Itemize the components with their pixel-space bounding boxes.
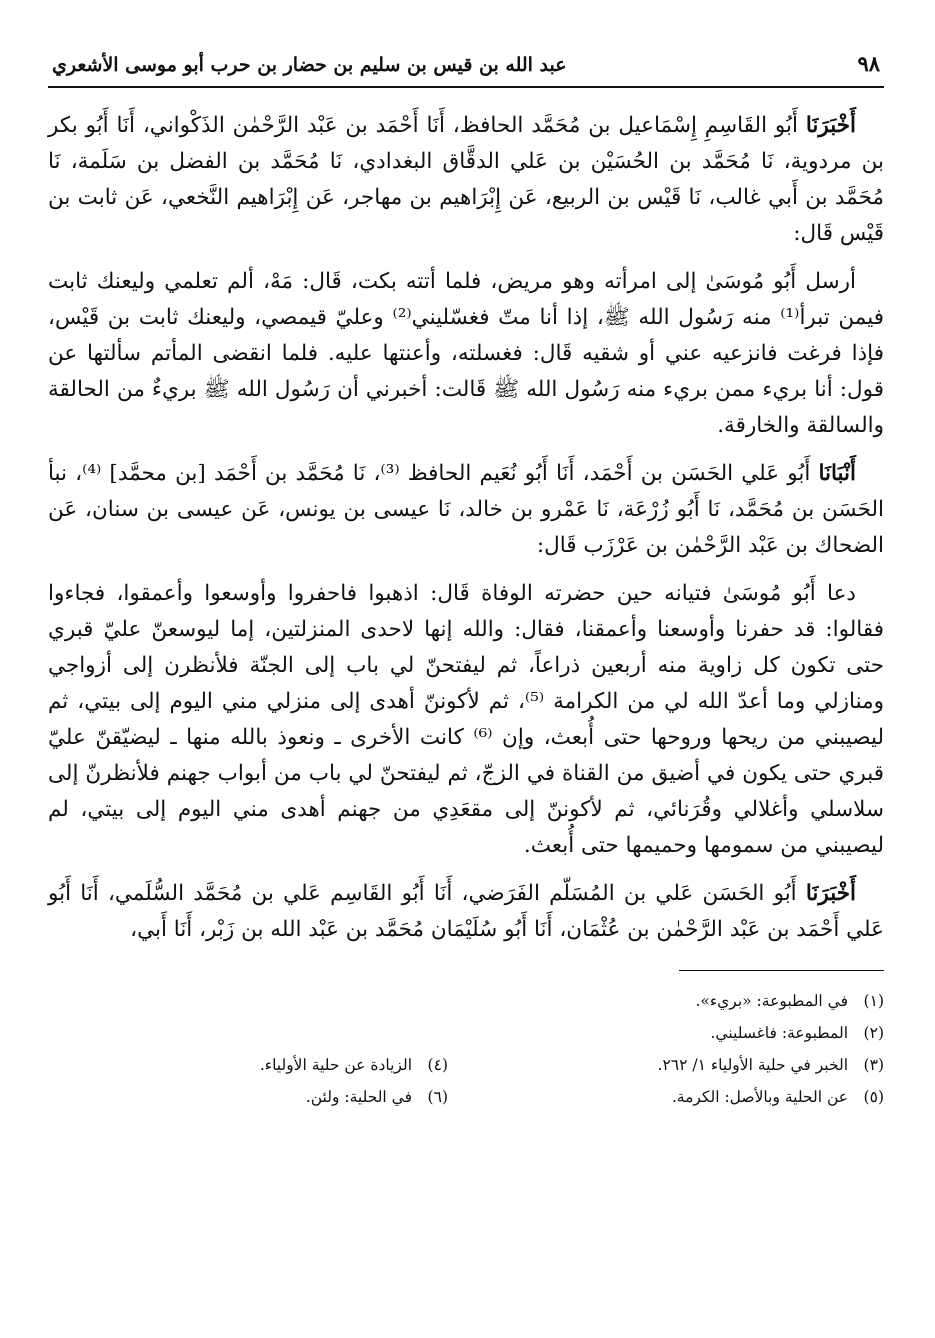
page-number: ٩٨ xyxy=(857,51,880,76)
footnote xyxy=(464,1017,884,1049)
footnote xyxy=(48,1081,448,1113)
paragraph xyxy=(48,876,884,948)
footnote-text: عن الحلية وبالأصل: الكرمة. xyxy=(671,1087,848,1106)
footnote xyxy=(48,1017,448,1049)
page-header xyxy=(48,48,884,88)
footnote-text: في الحلية: ولئن. xyxy=(305,1087,412,1106)
paragraph-text: أَبُو الحَسَن عَلي بن المُسَلّم الفَرَضي، أَنَا أَبُو القَاسِم عَلي بن مُحَمَّد السُّلَمي، أَنَا أَبُو عَلي أَحْمَد بن عَبْد الرَّحْمٰن بن عُثْمَان، أَنَا أَبُو سُلَيْمَان مُحَمَّد بن عَبْد الله بن زَبْر، أَنَا أَبي، xyxy=(48,880,884,942)
footnote xyxy=(464,1049,884,1081)
main-text xyxy=(48,108,884,948)
paragraph-text: أَبُو القَاسِمِ إِسْمَاعيل بن مُحَمَّد الحافظ، أَنَا أَحْمَد بن عَبْد الرَّحْمٰن الذَكْواني، أَنَا أَبُو بكر بن مردوية، نَا مُحَمَّد بن الحُسَيْن بن عَلي الدقَّاق البغدادي، نَا مُحَمَّد بن الفضل بن سَلَمة، نَا مُحَمَّد بن أَبي غالب، نَا قَيْس بن الربيع، عَن إِبْرَاهيم بن مهاجر، عَن إِبْرَاهيم النَّخعي، عَن ثابت بن قَيْس قَال: xyxy=(48,112,884,246)
paragraph xyxy=(48,576,884,864)
paragraph-text: أرسل أَبُو مُوسَىٰ إلى امرأته وهو مريض، فلما أتته بكت، قَال: مَهْ، ألم تعلمي وليعنك ثابت فيمن تبرأ⁽¹⁾ منه رَسُول الله ﷺ، إذا أنا متّ فغسّليني⁽²⁾ وعليّ قيمصي، وليعنك ثابت بن قَيْس، فإذا فرغت فانزعيه عني أو شقيه قَال: فغسلته، وأعنتها عليه. فلما انقضى المأتم سألتها عن قول: أنا بريء ممن بريء منه رَسُول الله ﷺ قَالت: أخبرني أن رَسُول الله ﷺ بريءٌ من الحالقة والسالقة والخارقة. xyxy=(48,268,884,438)
footnote-text: الزيادة عن حلية الأولياء. xyxy=(259,1055,412,1074)
footnotes xyxy=(48,985,884,1113)
footnote xyxy=(48,985,448,1017)
footnote-divider xyxy=(679,970,884,971)
paragraph-text: دعا أَبُو مُوسَىٰ فتيانه حين حضرته الوفاة قَال: اذهبوا فاحفروا وأوسعوا وأعمقوا، فجاءوا فقالوا: قد حفرنا وأوسعنا وأعمقنا، فقال: والله إنها لاحدى المنزلتين، إما ليوسعنّ عليّ قبري حتى تكون كل زاوية منه أربعين ذراعاً، ثم ليفتحنّ لي باب إلى الجنّة فلأنظرن إلى أزواجي ومنازلي وما أعدّ الله لي من الكرامة ⁽⁵⁾، ثم لأكوننّ أهدى إلى منزلي مني اليوم إلى بيتي، ثم ليصيبني من ريحها وروحها حتى أُبعث، وإن ⁽⁶⁾ كانت الأخرى ـ ونعوذ بالله منها ـ ليضيّقنّ عليّ قبري حتى يكون في أضيق من القناة في الزجّ، ثم ليفتحنّ لي باب من أبواب جهنم فلأنظرنّ إلى سلاسلي وأغلالي وقُرَنائي، ثم لأكوننّ إلى مقعَدِي من جهنم أهدى مني اليوم إلى بيتي، لم ليصيبني من سمومها وحميمها حتى أُبعث. xyxy=(48,580,884,858)
footnote-text: الخبر في حلية الأولياء ١/ ٢٦٢. xyxy=(657,1055,848,1074)
footnote-number: (٤) xyxy=(427,1055,448,1074)
book-page xyxy=(48,48,884,1113)
footnote-text: في المطبوعة: «بريء». xyxy=(695,991,848,1010)
footnote-number: (٥) xyxy=(863,1087,884,1106)
footnote xyxy=(464,1081,884,1113)
paragraph xyxy=(48,264,884,444)
running-title: عبد الله بن قيس بن سليم بن حضار بن حرب أبو موسى الأشعري xyxy=(52,54,567,76)
isnad-lead-word: أَنْبَانَا xyxy=(818,460,856,486)
footnote-number: (٣) xyxy=(863,1055,884,1074)
paragraph xyxy=(48,108,884,252)
paragraph-text: أَبُو عَلي الحَسَن بن أَحْمَد، أَنَا أَبُو نُعَيم الحافظ ⁽³⁾، نَا مُحَمَّد بن أَحْمَد [بن محمَّد] ⁽⁴⁾، نبأ الحَسَن بن مُحَمَّد، نَا أَبُو زُرْعَة، نَا عَمْرو بن خالد، نَا عيسى بن يونس، عَن عيسى بن سنان، عَن الضحاك بن عَبْد الرَّحْمٰن بن عَرْزَب قَال: xyxy=(48,460,884,558)
footnote xyxy=(464,985,884,1017)
footnote-text: المطبوعة: فاغسليني. xyxy=(710,1023,848,1042)
footnote-number: (١) xyxy=(863,991,884,1010)
footnote-number: (٦) xyxy=(427,1087,448,1106)
isnad-lead-word: أَخْبَرَنَا xyxy=(805,880,856,906)
footnote xyxy=(48,1049,448,1081)
footnote-number: (٢) xyxy=(863,1023,884,1042)
isnad-lead-word: أَخْبَرَنَا xyxy=(805,112,856,138)
paragraph xyxy=(48,456,884,564)
